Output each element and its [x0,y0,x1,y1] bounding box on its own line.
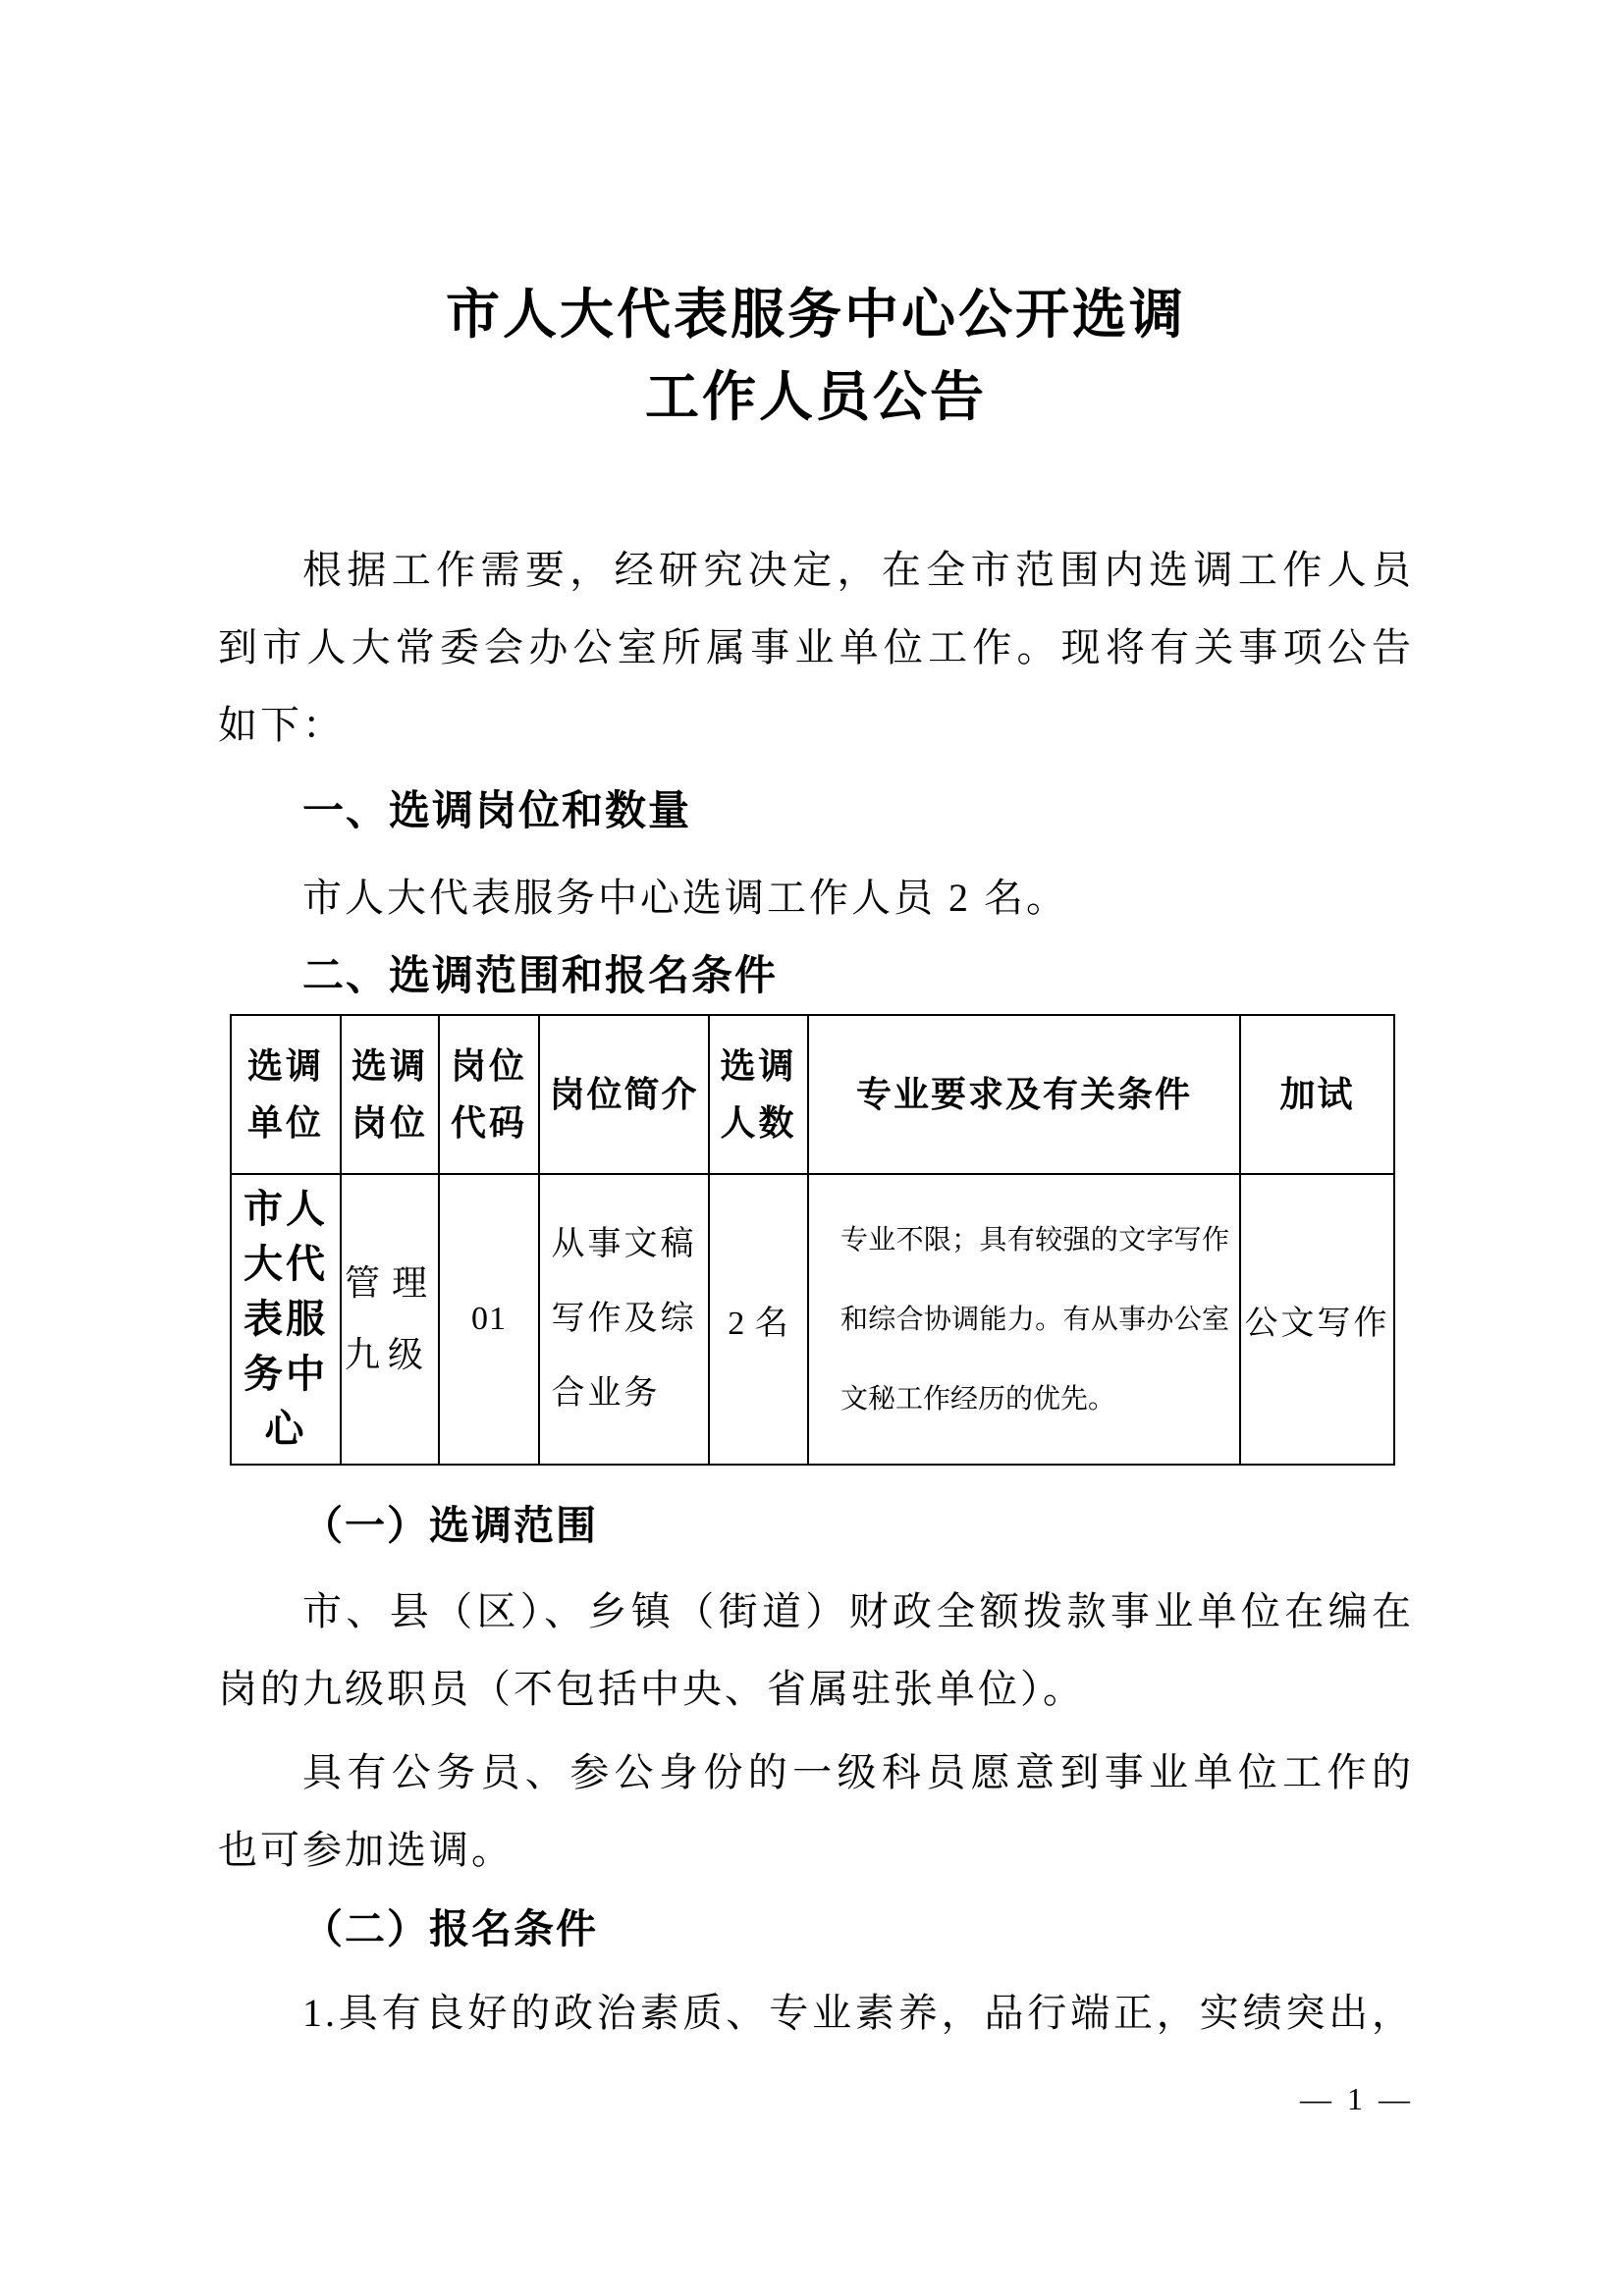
intro-paragraph [218,531,1414,764]
col-header-code: 岗位代码 [439,1015,539,1174]
body-line: 岗的九级职员（不包括中央、省属驻张单位）。 [218,1667,1085,1711]
subsection2-paragraph1 [218,1974,1414,2052]
title-line-2: 工作人员公告 [644,367,987,427]
title-line-1: 市人大代表服务中心公开选调 [445,285,1186,345]
cell-code: 01 [439,1174,539,1465]
body-line: 具有公务员、参公身份的一级科员愿意到事业单位工作的 [302,1750,1414,1794]
section1-heading: 一、选调岗位和数量 [302,787,692,833]
cell-count: 2 名 [709,1174,808,1465]
table-header-row [231,1015,1394,1174]
section1-body-line: 市人大代表服务中心选调工作人员 2 名。 [302,876,1068,920]
body-line: 市、县（区）、乡镇（街道）财政全额拨款事业单位在编在 [302,1589,1414,1633]
body-line: 1.具有良好的政治素质、专业素养，品行端正，实绩突出， [302,1991,1414,2035]
cell-position: 管理九级 [341,1174,439,1465]
intro-line: 到市人大常委会办公室所属事业单位工作。现将有关事项公告 [218,625,1414,669]
intro-line: 如下： [218,703,345,747]
section2-heading: 二、选调范围和报名条件 [302,952,779,998]
subsection1-paragraph1 [218,1573,1414,1728]
col-header-count: 选调人数 [709,1015,808,1174]
col-header-position: 选调岗位 [341,1015,439,1174]
subsection2-heading: （二）报名条件 [302,1906,598,1951]
job-table [230,1014,1395,1466]
cell-unit: 市人大代表服务中心 [231,1174,341,1465]
subsection1-paragraph2 [218,1734,1414,1889]
col-header-brief: 岗位简介 [539,1015,709,1174]
col-header-unit: 选调单位 [231,1015,341,1174]
intro-line: 根据工作需要，经研究决定，在全市范围内选调工作人员 [302,548,1414,592]
table-row [231,1174,1394,1465]
document-title [218,274,1414,439]
cell-requirements: 专业不限；具有较强的文字写作和综合协调能力。有从事办公室文秘工作经历的优先。 [808,1174,1240,1465]
body-line: 也可参加选调。 [218,1828,514,1872]
col-header-extra-test: 加试 [1240,1015,1394,1174]
col-header-requirements: 专业要求及有关条件 [808,1015,1240,1174]
cell-brief: 从事文稿写作及综合业务 [539,1174,709,1465]
page-number: — 1 — [1300,2081,1414,2116]
subsection1-heading: （一）选调范围 [302,1503,598,1548]
cell-extra-test: 公文写作 [1240,1174,1394,1465]
